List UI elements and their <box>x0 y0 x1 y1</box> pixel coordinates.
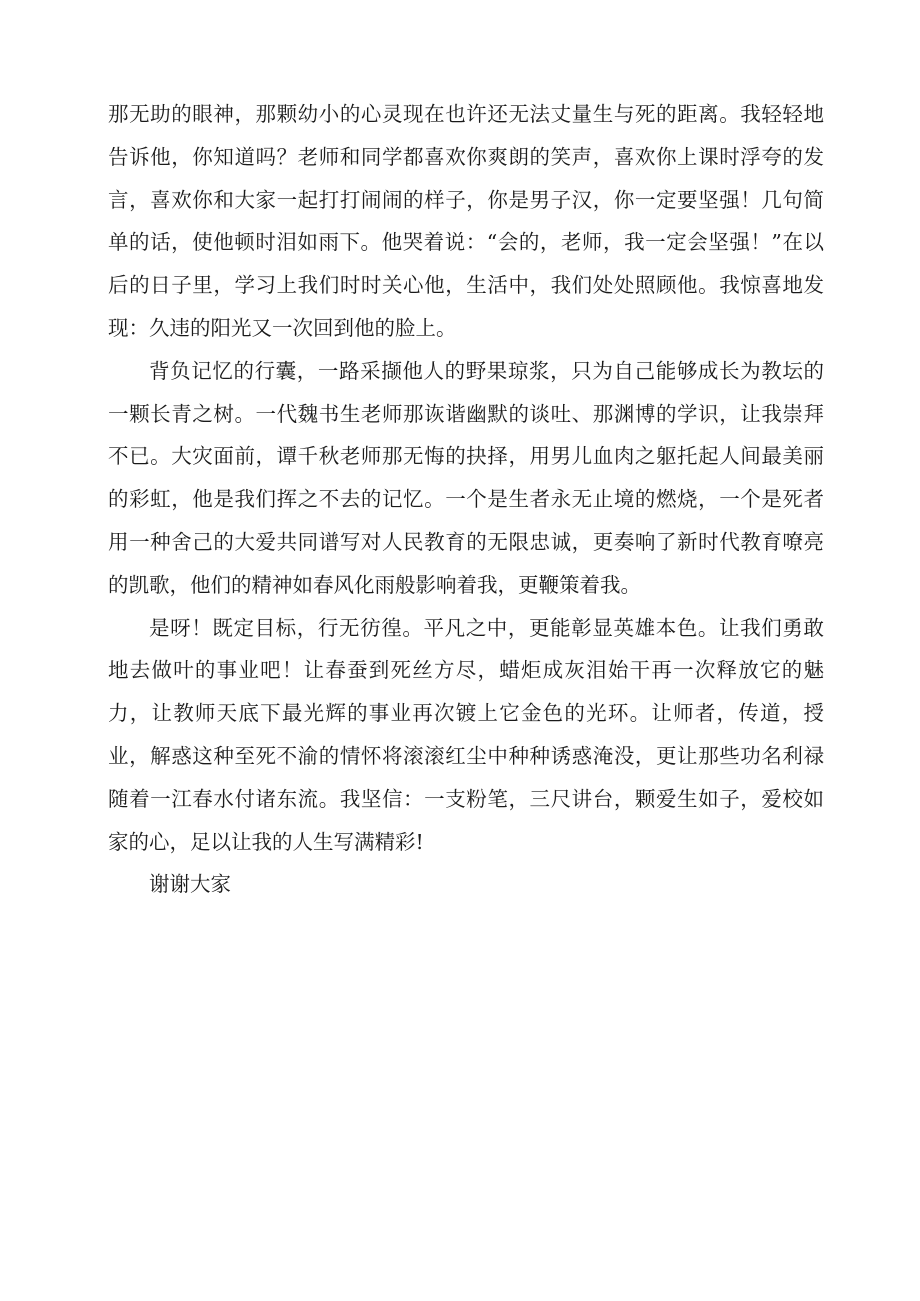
paragraph-3: 是呀！既定目标，行无彷徨。平凡之中，更能彰显英雄本色。让我们勇敢地去做叶的事业吧！让春蚕到死丝方尽，蜡炬成灰泪始干再一次释放它的魅力，让教师天底下最光辉的事业再次镀上它金色的光环。让师者，传道，授业，解惑这种至死不渝的情怀将滚滚红尘中种种诱惑淹没，更让那些功名利禄随着一江春水付诸东流。我坚信：一支粉笔，三尺讲台，颗爱生如子，爱校如家的心，足以让我的人生写满精彩! <box>108 615 824 854</box>
closing-line: 谢谢大家 <box>149 872 231 897</box>
paragraph-2: 背负记忆的行囊，一路采撷他人的野果琼浆，只为自己能够成长为教坛的一颗长青之树。一代魏书生老师那诙谐幽默的谈吐、那渊博的学识，让我崇拜不已。大灾面前，谭千秋老师那无悔的抉择，用男儿血肉之躯托起人间最美丽的彩虹，他是我们挥之不去的记忆。一个是生者永无止境的燃烧，一个是死者用一种舍己的大爱共同谱写对人民教育的无限忠诚，更奏响了新时代教育嘹亮的凯歌，他们的精神如春风化雨般影响着我，更鞭策着我。 <box>108 358 824 597</box>
document-body <box>108 93 824 906</box>
paragraph-1: 那无助的眼神，那颗幼小的心灵现在也许还无法丈量生与死的距离。我轻轻地告诉他，你知道吗？老师和同学都喜欢你爽朗的笑声，喜欢你上课时浮夸的发言，喜欢你和大家一起打打闹闹的样子，你是男子汉，你一定要坚强！几句简单的话，使他顿时泪如雨下。他哭着说：“会的，老师，我一定会坚强！”在以后的日子里，学习上我们时时关心他，生活中，我们处处照顾他。我惊喜地发现：久违的阳光又一次回到他的脸上。 <box>108 102 824 340</box>
